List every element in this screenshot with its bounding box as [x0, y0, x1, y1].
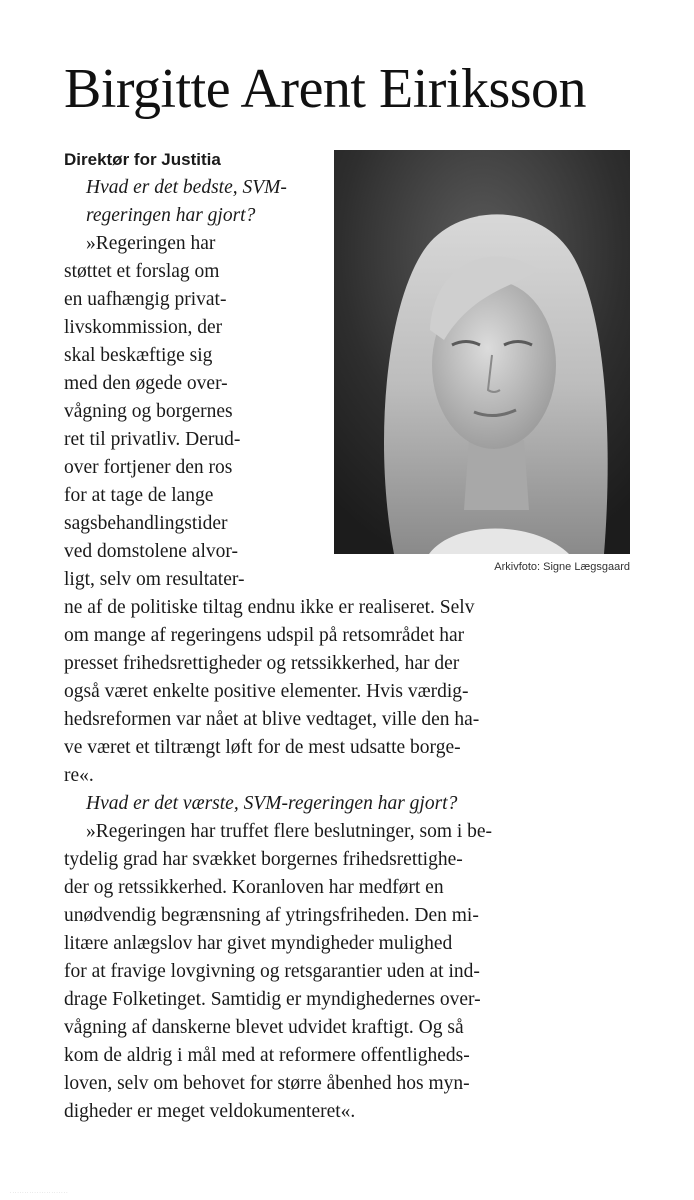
- answer-1-line: vågning og borgernes: [64, 401, 233, 422]
- answer-1-line: sagsbehandlingstider: [64, 513, 228, 534]
- footer-microtext: · · · · · · · · · · · · · · · · · · · · · · · ·: [10, 1190, 68, 1195]
- answer-1-line: ne af de politiske tiltag endnu ikke er realiseret. Selv: [64, 597, 475, 618]
- headline: Birgitte Arent Eiriksson: [64, 58, 587, 120]
- answer-1-line: også været enkelte positive elementer. Hvis værdig-: [64, 681, 469, 702]
- answer-1-line: hedsreformen var nået at blive vedtaget, ville den ha-: [64, 709, 480, 730]
- answer-1-line: skal beskæftige sig: [64, 345, 213, 366]
- author-role: Direktør for Justitia: [64, 150, 221, 169]
- answer-1-line: for at tage de lange: [64, 485, 214, 506]
- question-1: Hvad er det bedste, SVM-: [86, 177, 287, 198]
- answer-1-line: ret til privatliv. Derud-: [64, 429, 241, 450]
- answer-1-line: over fortjener den ros: [64, 457, 233, 478]
- answer-1-line: med den øgede over-: [64, 373, 228, 394]
- answer-1-line: re«.: [64, 765, 94, 786]
- answer-1-line: livskommission, der: [64, 317, 223, 338]
- question-2: Hvad er det værste, SVM-regeringen har gjort?: [86, 793, 458, 814]
- answer-2-line: drage Folketinget. Samtidig er myndighedernes over-: [64, 989, 481, 1010]
- answer-1-line: ved domstolene alvor-: [64, 541, 238, 562]
- answer-1-line: »Regeringen har: [86, 233, 216, 254]
- question-1-cont: regeringen har gjort?: [86, 205, 256, 226]
- answer-1-line: om mange af regeringens udspil på retsområdet har: [64, 625, 465, 646]
- answer-1-line: ve været et tiltrængt løft for de mest udsatte borge-: [64, 737, 461, 758]
- answer-1-line: ligt, selv om resultater-: [64, 569, 245, 590]
- answer-2-line: tydelig grad har svækket borgernes frihedsrettighe-: [64, 849, 463, 870]
- answer-2-line: kom de aldrig i mål med at reformere offentligheds-: [64, 1045, 470, 1066]
- answer-2-line: »Regeringen har truffet flere beslutninger, som i be-: [86, 821, 493, 842]
- answer-2-line: loven, selv om behovet for større åbenhed hos myn-: [64, 1073, 470, 1094]
- answer-1-line: en uafhængig privat-: [64, 289, 227, 310]
- answer-1-line: støttet et forslag om: [64, 261, 220, 282]
- answer-2-line: for at fravige lovgivning og retsgarantier uden at ind-: [64, 961, 480, 982]
- portrait-photo: [334, 150, 630, 554]
- answer-1-line: presset frihedsrettigheder og retssikkerhed, har der: [64, 653, 460, 674]
- answer-2-line: unødvendig begrænsning af ytringsfriheden. Den mi-: [64, 905, 479, 926]
- answer-2-line: der og retssikkerhed. Koranloven har medført en: [64, 877, 444, 898]
- answer-2-line: digheder er meget veldokumenteret«.: [64, 1101, 356, 1122]
- answer-2-line: litære anlægslov har givet myndigheder mulighed: [64, 933, 453, 954]
- answer-2-line: vågning af danskerne blevet udvidet kraftigt. Og så: [64, 1017, 464, 1038]
- portrait-illustration: [334, 150, 630, 554]
- photo-credit: Arkivfoto: Signe Lægsgaard: [494, 561, 630, 573]
